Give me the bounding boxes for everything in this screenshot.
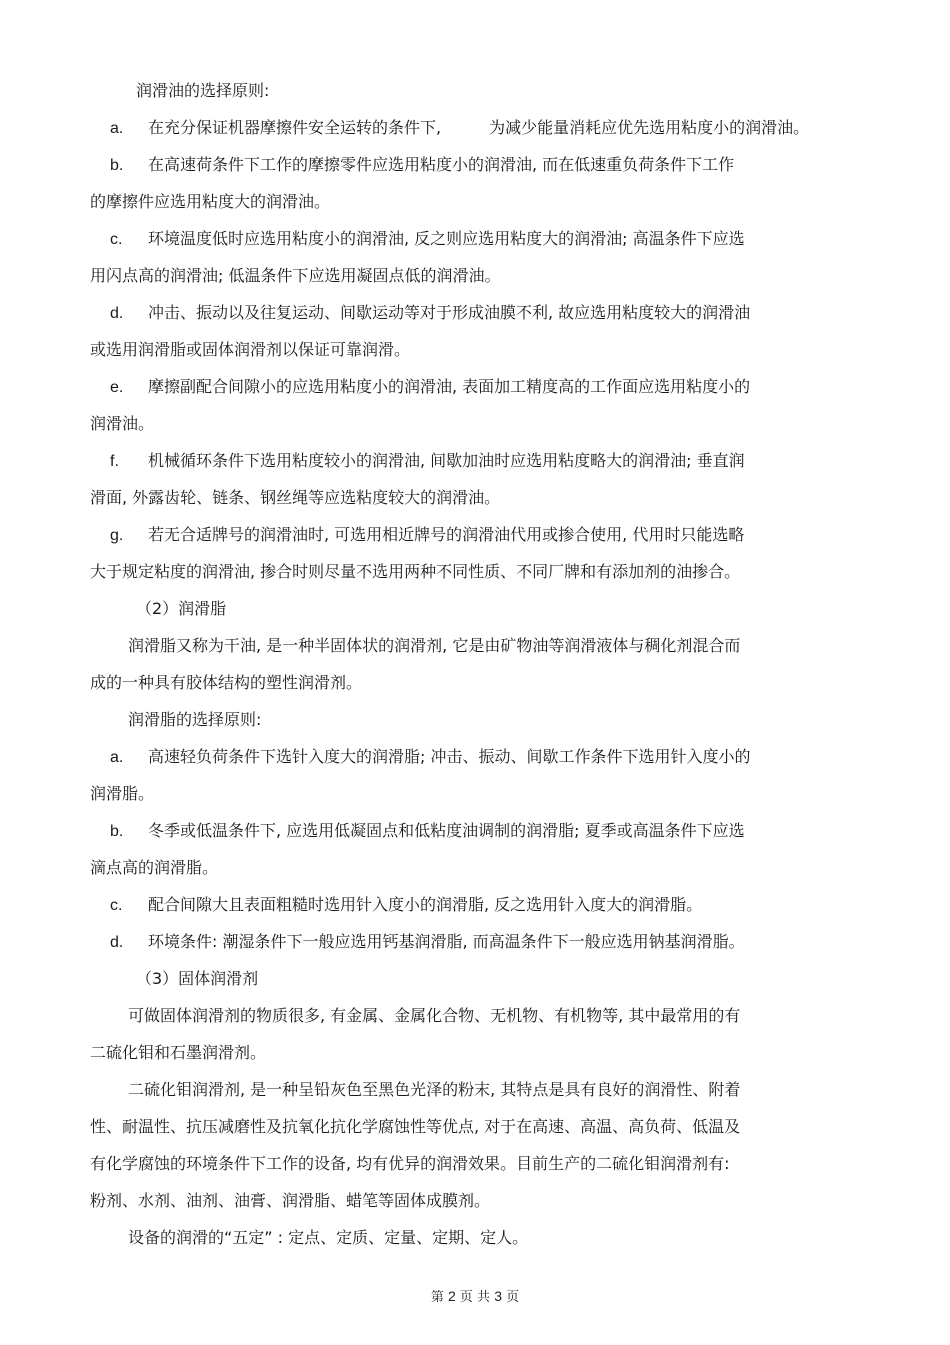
list-marker: a.	[110, 749, 124, 766]
grease-section-title: （2）润滑脂	[136, 599, 227, 618]
list-marker: d.	[110, 934, 124, 951]
five-fixed-paragraph: 设备的润滑的“五定” : 定点、定质、定量、定期、定人。	[128, 1228, 529, 1247]
grease-intro-paragraph: 润滑脂又称为干油, 是一种半固体状的润滑剂, 它是由矿物油等润滑液体与稠化剂混合而 成的一种具有胶体结构的塑性润滑剂。	[90, 636, 741, 692]
current-page-number: 2	[447, 1288, 456, 1304]
list-marker: b.	[110, 823, 124, 840]
list-marker: g.	[110, 527, 124, 544]
mos2-paragraph: 二硫化钼润滑剂, 是一种呈铅灰色至黑色光泽的粉末, 其特点是具有良好的润滑性、附着 性、耐温性、抗压减磨性及抗氧化抗化学腐蚀性等优点, 对于在高速、高温、高负荷、低温及 有化学腐蚀的环境条件下工作的设备, 均有优异的润滑效果。目前生产的二硫化钼润滑剂有: 粉剂、水剂、油剂、油膏、润滑脂、蜡笔等固体成膜剂。	[90, 1080, 741, 1210]
total-page-number: 3	[494, 1288, 502, 1304]
solid-lubricant-section-title: （3）固体润滑剂	[136, 969, 259, 988]
page-footer: 第 2 页 共 3 页	[430, 1288, 520, 1305]
oil-selection-heading: 润滑油的选择原则:	[136, 81, 270, 100]
oil-item-e: e. 摩擦副配合间隙小的应选用粘度小的润滑油, 表面加工精度高的工作面应选用粘度小的 润滑油。	[90, 368, 830, 442]
oil-item-d: d. 冲击、振动以及往复运动、间歇运动等对于形成油膜不利, 故应选用粘度较大的润滑油 或选用润滑脂或固体润滑剂以保证可靠润滑。	[90, 294, 830, 368]
oil-item-c: c. 环境温度低时应选用粘度小的润滑油, 反之则应选用粘度大的润滑油; 高温条件下应选 用闪点高的润滑油; 低温条件下应选用凝固点低的润滑油。	[90, 220, 830, 294]
grease-item-d: d. 环境条件: 潮湿条件下一般应选用钙基润滑脂, 而高温条件下一般应选用钠基润滑脂。	[90, 923, 830, 960]
list-marker: f.	[110, 453, 119, 470]
list-marker: e.	[110, 379, 124, 396]
list-marker: d.	[110, 305, 124, 322]
list-marker: c.	[110, 231, 123, 248]
oil-item-f: f. 机械循环条件下选用粘度较小的润滑油, 间歇加油时应选用粘度略大的润滑油; 垂直润 滑面, 外露齿轮、链条、钢丝绳等应选粘度较大的润滑油。	[90, 442, 830, 516]
list-marker: c.	[110, 897, 123, 914]
grease-item-b: b. 冬季或低温条件下, 应选用低凝固点和低粘度油调制的润滑脂; 夏季或高温条件下应选 滴点高的润滑脂。	[90, 812, 830, 886]
list-marker: a.	[110, 120, 124, 137]
grease-item-c: c. 配合间隙大且表面粗糙时选用针入度小的润滑脂, 反之选用针入度大的润滑脂。	[90, 886, 830, 923]
grease-selection-heading: 润滑脂的选择原则:	[128, 710, 262, 729]
oil-item-a: a. 在充分保证机器摩擦件安全运转的条件下, 为减少能量消耗应优先选用粘度小的润滑油。	[90, 109, 830, 146]
oil-item-b: b. 在高速荷条件下工作的摩擦零件应选用粘度小的润滑油, 而在低速重负荷条件下工作 的摩擦件应选用粘度大的润滑油。	[90, 146, 830, 220]
grease-item-a: a. 高速轻负荷条件下选针入度大的润滑脂; 冲击、振动、间歇工作条件下选用针入度小的 润滑脂。	[90, 738, 830, 812]
list-marker: b.	[110, 157, 124, 174]
oil-item-g: g. 若无合适牌号的润滑油时, 可选用相近牌号的润滑油代用或掺合使用, 代用时只能选略 大于规定粘度的润滑油, 掺合时则尽量不选用两种不同性质、不同厂牌和有添加剂的油掺合。	[90, 516, 830, 590]
solid-intro-paragraph: 可做固体润滑剂的物质很多, 有金属、金属化合物、无机物、有机物等, 其中最常用的有 二硫化钼和石墨润滑剂。	[90, 1006, 741, 1062]
